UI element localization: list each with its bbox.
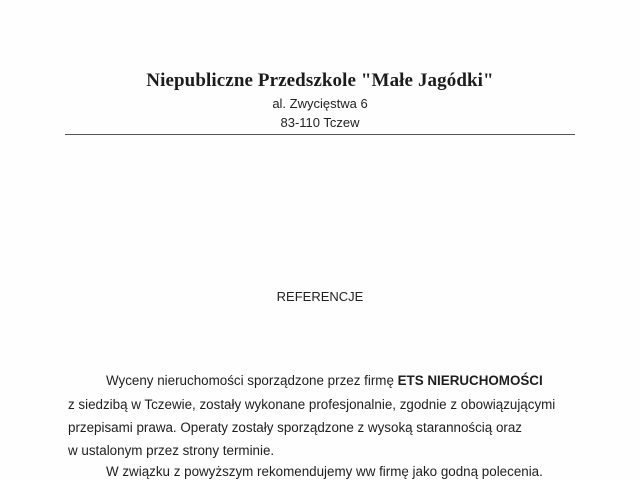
institution-postal-city: 83-110 Tczew — [280, 115, 360, 130]
paragraph1-line2: z siedzibą w Tczewie, zostały wykonane profesjonalnie, zgodnie z obowiązującymi — [68, 397, 556, 412]
letterhead-divider — [65, 134, 575, 135]
document-title: REFERENCJE — [276, 289, 364, 304]
institution-street: al. Zwycięstwa 6 — [272, 96, 368, 111]
institution-name: Niepubliczne Przedszkole "Małe Jagódki" — [146, 70, 494, 91]
paragraph1-line1 — [106, 373, 626, 388]
paragraph2: W związku z powyższym rekomendujemy ww firmę jako godną polecenia. — [106, 464, 543, 479]
paragraph1-line1-text: Wyceny nieruchomości sporządzone przez firmę — [106, 373, 398, 388]
company-name: ETS NIERUCHOMOŚCI — [397, 373, 543, 388]
paragraph1-line4: w ustalonym przez strony terminie. — [68, 443, 275, 458]
paragraph1-line3: przepisami prawa. Operaty zostały sporządzone z wysoką starannością oraz — [68, 420, 523, 435]
